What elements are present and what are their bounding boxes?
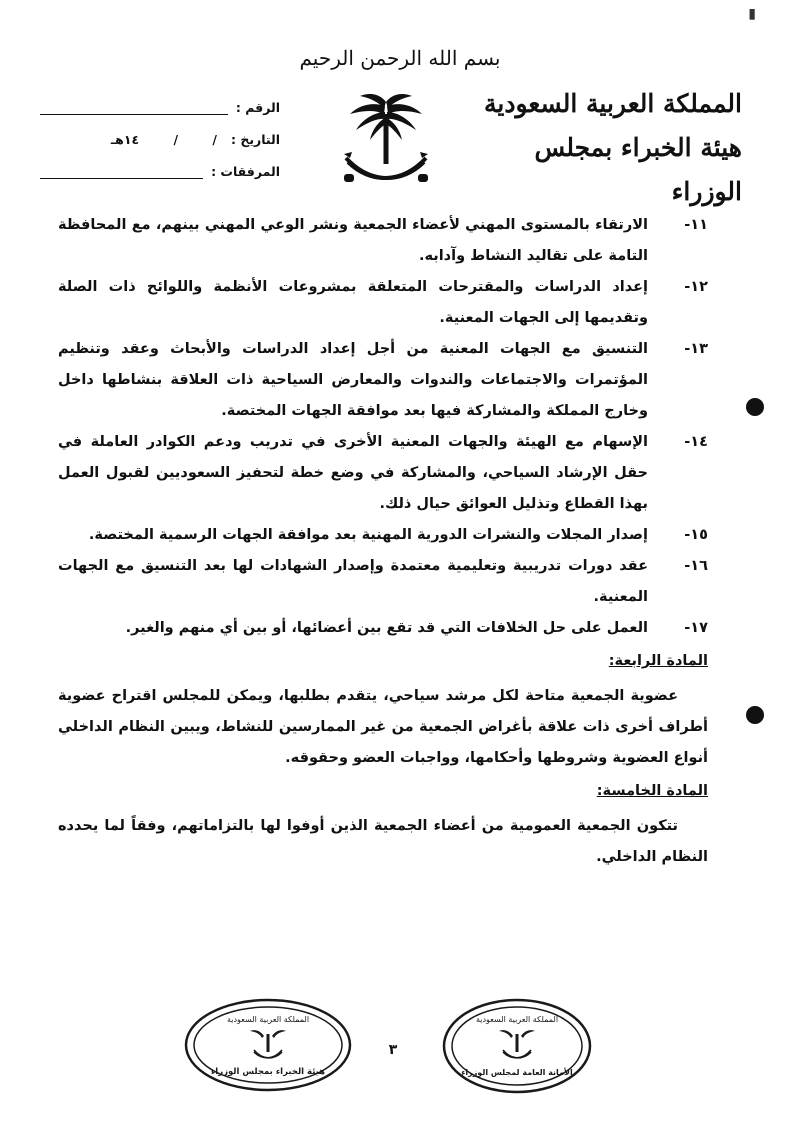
item-number: ١٥- xyxy=(684,527,708,543)
article-four-body: عضوية الجمعية متاحة لكل مرشد سياحي، يتقدم بطلبها، ويمكن للمجلس اقتراح عضوية أطراف أخرى ذات علاقة بأغراض الجمعية من غير الممارسين للنشاط، ويبين النظام الداخلي أنواع العضوية وشروطها وأحكامها، وواجبات العضو وحقوقه. xyxy=(58,688,708,766)
article-five-body: تتكون الجمعية العمومية من أعضاء الجمعية الذين أوفوا لها بالتزاماتهم، وفقاً لما يحدده النظام الداخلي. xyxy=(58,818,708,865)
attachments-blank-line xyxy=(40,178,203,179)
item-number: ١٧- xyxy=(684,620,708,636)
basmala-heading: بسم الله الرحمن الرحيم xyxy=(299,46,501,70)
margin-bullet-dot xyxy=(746,398,764,416)
article-four-heading: المادة الرابعة: xyxy=(608,653,708,669)
authority-stamp-right xyxy=(440,996,594,1096)
page-corner-mark: ▮ xyxy=(748,6,756,22)
list-item xyxy=(58,427,708,520)
stamp-right-bottom-text: الأمانة العامة لمجلس الوزراء xyxy=(461,1068,573,1077)
list-item xyxy=(58,551,708,613)
item-number: ١٢- xyxy=(684,279,708,295)
stamp-left-bottom-text: هيئة الخبراء بمجلس الوزراء xyxy=(210,1067,326,1077)
item-text: العمل على حل الخلافات التي قد تقع بين أعضائها، أو بين أي منهم والغير. xyxy=(125,620,648,636)
attachments-row xyxy=(40,156,280,188)
date-value: / / ١٤هـ xyxy=(110,132,217,147)
reference-number-row xyxy=(40,92,280,124)
item-text: عقد دورات تدريبية وتعليمية معتمدة وإصدار الشهادات لها بعد التنسيق مع الجهات المعنية. xyxy=(58,558,648,605)
page-number: ٣ xyxy=(388,1042,398,1058)
reference-blank-line xyxy=(40,114,228,115)
letterhead-title xyxy=(482,82,742,214)
attachments-label: المرفقات : xyxy=(211,164,280,179)
letterhead-line-authority: هيئة الخبراء بمجلس الوزراء xyxy=(534,133,742,206)
date-row xyxy=(40,124,280,156)
item-number: ١٦- xyxy=(684,558,708,574)
document-body xyxy=(58,210,708,873)
list-item xyxy=(58,613,708,644)
margin-bullet-dot xyxy=(746,706,764,724)
article-five-heading: المادة الخامسة: xyxy=(596,783,708,799)
list-item xyxy=(58,272,708,334)
authority-stamp-left xyxy=(182,996,354,1094)
item-number: ١١- xyxy=(684,217,708,233)
item-text: الإسهام مع الهيئة والجهات المعنية الأخرى في تدريب ودعم الكوادر العاملة في حقل الإرشاد السياحي، والمشاركة في وضع خطة لتحفيز السعوديين لقبول العمل بهذا القطاع وتذليل العوائق حيال ذلك. xyxy=(58,434,648,512)
date-label: التاريخ : xyxy=(230,132,280,147)
reference-label: الرقم : xyxy=(235,100,280,115)
list-item xyxy=(58,210,708,272)
letterhead-meta xyxy=(40,92,280,188)
item-text: إصدار المجلات والنشرات الدورية المهنية بعد موافقة الجهات الرسمية المختصة. xyxy=(88,527,648,543)
list-item xyxy=(58,520,708,551)
item-text: إعداد الدراسات والمقترحات المتعلقة بمشروعات الأنظمة واللوائح ذات الصلة وتقديمها إلى الجهات المعنية. xyxy=(58,279,648,326)
list-item xyxy=(58,334,708,427)
stamp-left-top-text: المملكة العربية السعودية xyxy=(226,1015,310,1024)
item-text: التنسيق مع الجهات المعنية من أجل إعداد الدراسات والأبحاث وعقد وتنظيم المؤتمرات والاجتماعات والندوات والمعارض السياحية ذات العلاقة بنشاطها داخل وخارج المملكة والمشاركة فيها بعد موافقة الجهات المختصة. xyxy=(58,341,648,419)
stamp-right-top-text: المملكة العربية السعودية xyxy=(475,1015,559,1024)
saudi-emblem-icon xyxy=(340,88,432,198)
item-number: ١٣- xyxy=(684,341,708,357)
letterhead-line-kingdom: المملكة العربية السعودية xyxy=(483,89,742,118)
item-text: الارتقاء بالمستوى المهني لأعضاء الجمعية ونشر الوعي المهني بينهم، مع المحافظة التامة على تقاليد النشاط وآدابه. xyxy=(58,217,648,264)
item-number: ١٤- xyxy=(684,434,708,450)
